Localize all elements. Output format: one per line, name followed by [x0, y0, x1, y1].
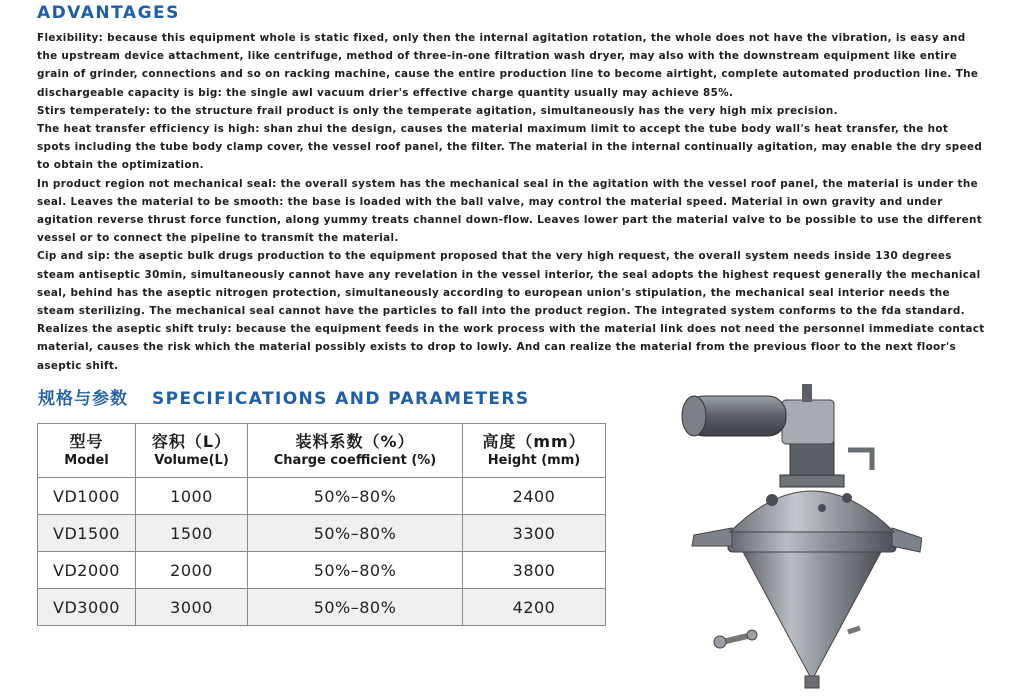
header-en: Model [64, 452, 109, 468]
specifications-table [37, 423, 606, 626]
header-charge [248, 424, 463, 478]
cell-charge: 50%–80% [248, 478, 463, 515]
header-model [38, 424, 136, 478]
cell-volume: 1500 [136, 515, 248, 552]
table-header-row [38, 424, 606, 478]
cell-height: 3800 [463, 552, 606, 589]
header-cn: 高度（mm） [482, 431, 586, 451]
cell-model: VD1000 [38, 478, 136, 515]
cell-charge: 50%–80% [248, 552, 463, 589]
cell-volume: 2000 [136, 552, 248, 589]
cell-model: VD3000 [38, 589, 136, 626]
advantage-paragraph: Realizes the aseptic shift truly: because the equipment feeds in the work process with the material link does not need the personnel immediate contact material, causes the risk which the material possibly exists to drop to lowly. And can realize the material from the previous floor to the next floor's aseptic shift. [37, 323, 985, 372]
advantage-paragraph: Stirs temperately: to the structure frail product is only the temperate agitation, simultaneously has the very high mix precision. [37, 104, 838, 117]
cell-height: 2400 [463, 478, 606, 515]
spec-title-en: SPECIFICATIONS AND PARAMETERS [152, 389, 530, 409]
header-cn: 型号 [69, 431, 104, 451]
header-volume [136, 424, 248, 478]
header-cn: 容积（L） [151, 431, 232, 451]
cell-height: 3300 [463, 515, 606, 552]
advantage-paragraph: The heat transfer efficiency is high: shan zhui the design, causes the material maximum limit to accept the tube body wall's heat transfer, the hot spots including the tube body clamp cover, the vessel roof panel, the filter. The material in the internal continually agitation, may enable the dry speed to obtain the optimization. [37, 123, 983, 172]
header-height [463, 424, 606, 478]
cell-volume: 1000 [136, 478, 248, 515]
table-row [38, 589, 606, 626]
cell-model: VD2000 [38, 552, 136, 589]
table-row [38, 515, 606, 552]
cell-height: 4200 [463, 589, 606, 626]
table-row [38, 552, 606, 589]
header-en: Charge coefficient (%) [273, 452, 437, 468]
cell-model: VD1500 [38, 515, 136, 552]
advantage-paragraph: In product region not mechanical seal: the overall system has the mechanical seal in the agitation with the vessel roof panel, the material is under the seal. Leaves the material to be smooth: the base is loaded with the ball valve, may control the material speed. Material in own gravity and under agitation reverse thrust force function, along yummy treats channel down-flow. Leaves lower part the material valve to be possible to use the different vessel or to connect the pipeline to transmit the material. [37, 177, 983, 245]
advantage-paragraph: Cip and sip: the aseptic bulk drugs production to the equipment proposed that the very high request, the overall system needs inside 130 degrees steam antiseptic 30min, simultaneously cannot have any revelation in the vessel interior, the seal adopts the highest request generally the mechanical seal, behind has the aseptic nitrogen protection, simultaneously according to european union's stipulation, the mechanical seal interior needs the steam sterilizing. The mechanical seal cannot have the particles to fall into the product region. The integrated system conforms to the fda standard. [37, 250, 981, 318]
table-row [38, 478, 606, 515]
cell-volume: 3000 [136, 589, 248, 626]
advantages-text [37, 29, 985, 375]
advantages-heading: ADVANTAGES [37, 3, 180, 23]
specifications-heading [38, 384, 530, 409]
conical-vacuum-dryer-illustration [672, 380, 922, 694]
cell-charge: 50%–80% [248, 515, 463, 552]
header-en: Height (mm) [487, 452, 581, 468]
advantage-paragraph: Flexibility: because this equipment whole is static fixed, only then the internal agitation rotation, the whole does not have the vibration, is easy and the upstream device attachment, like centrifuge, method of three-in-one filtration wash dryer, may also with the downstream equipment like entire grain of grinder, connections and so on racking machine, cause the entire production line to become airtight, complete automated production line. The dischargeable capacity is big: the single awl vacuum drier's effective charge quantity usually may achieve 85%. [37, 32, 979, 99]
spec-title-cn: 规格与参数 [38, 389, 128, 409]
header-cn: 装料系数（%） [295, 431, 415, 451]
header-en: Volume(L) [154, 452, 229, 468]
cell-charge: 50%–80% [248, 589, 463, 626]
